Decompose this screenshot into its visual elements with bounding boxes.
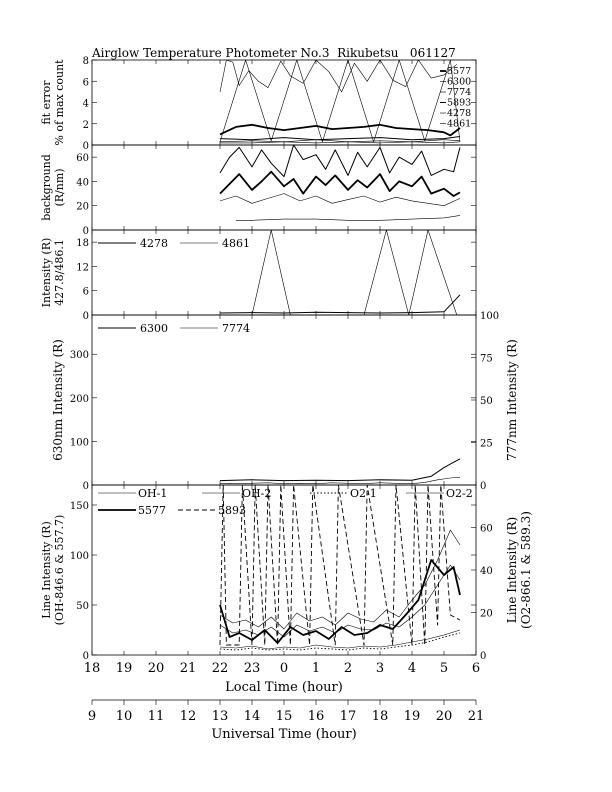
legend-label: OH-1 <box>138 487 168 500</box>
y-right-tick-label: 100 <box>480 311 500 322</box>
legend-label: 4861 <box>222 237 250 250</box>
panels-group <box>40 56 533 662</box>
y-right-tick-label: 20 <box>480 608 493 620</box>
legend <box>98 237 250 250</box>
y-tick-label: 18 <box>76 238 89 250</box>
x-tick-label-local: 5 <box>439 661 449 676</box>
y-tick-label: 40 <box>76 177 89 189</box>
series-group <box>220 60 460 143</box>
x-tick-label-local: 23 <box>243 661 261 676</box>
x-tick-label-local: 3 <box>375 661 385 676</box>
y-tick-label: 200 <box>69 393 89 405</box>
x-tick-label-local: 0 <box>279 661 289 676</box>
series-group <box>220 485 460 650</box>
time-axes-group <box>84 661 485 742</box>
x-tick-label-local: 2 <box>343 661 353 676</box>
legend-label: O2-2 <box>446 487 473 500</box>
x-tick-label-local: 19 <box>115 661 133 676</box>
y-axis-label: background <box>40 154 53 221</box>
x-tick-label-universal: 11 <box>147 709 165 724</box>
series-6300 <box>220 60 457 92</box>
y-right-tick-label: 25 <box>480 438 493 450</box>
y-tick-label: 50 <box>76 601 89 612</box>
legend-label: 4278 <box>140 237 168 250</box>
y-right-tick-label: 0 <box>480 481 487 492</box>
panel-line-intensity <box>40 485 533 662</box>
y-axis-label: (OH-846.6 & 557.7) <box>53 514 66 626</box>
legend-label: 5893 <box>447 97 472 109</box>
panel-frame <box>92 315 476 485</box>
y-tick-label: 0 <box>82 141 89 152</box>
series-7774 <box>220 140 460 142</box>
x-tick-label-local: 21 <box>179 661 197 676</box>
legend <box>440 66 471 130</box>
series-group <box>220 459 460 484</box>
y-right-tick-label: 50 <box>480 396 493 407</box>
y-right-tick-label: 75 <box>480 353 493 365</box>
legend <box>98 322 250 335</box>
x-tick-label-universal: 16 <box>307 709 325 724</box>
y-right-tick-label: 0 <box>480 651 487 662</box>
series-4861 <box>220 230 457 315</box>
legend-label: 4278 <box>447 108 472 119</box>
y-axis-label: 630nm Intensity (R) <box>51 339 65 461</box>
panel-frame <box>92 145 476 230</box>
series-6300 <box>220 459 460 481</box>
panel-fit-error <box>40 56 476 152</box>
x-tick-label-universal: 13 <box>211 709 229 724</box>
panel-background <box>40 145 476 237</box>
y-tick-label: 8 <box>82 56 89 67</box>
series-5577 <box>220 560 460 643</box>
legend-label: 5577 <box>447 66 472 77</box>
x-tick-label-local: 22 <box>211 661 229 676</box>
y-axis-label: (R/nm) <box>53 168 66 207</box>
x-tick-label-universal: 20 <box>435 709 453 724</box>
legend-label: OH-2 <box>242 487 272 500</box>
legend-label: 6300 <box>447 76 472 88</box>
y-tick-label: 6 <box>82 77 89 89</box>
y-tick-label: 6 <box>82 286 89 298</box>
y-axis-label: 427.8/486.1 <box>53 239 66 306</box>
series-bg-1 <box>220 145 460 177</box>
legend-label: 7774 <box>447 87 472 98</box>
x-tick-label-universal: 14 <box>243 709 261 724</box>
legend-label: 4861 <box>447 118 472 130</box>
legend-label: 7774 <box>222 322 250 335</box>
x-axis-label-universal: Universal Time (hour) <box>211 727 357 742</box>
y-right-axis-label: (O2-866.1 & 589.3) <box>519 511 533 629</box>
y-tick-label: 100 <box>69 437 89 449</box>
y-tick-label: 0 <box>82 311 89 322</box>
y-tick-label: 0 <box>82 481 89 492</box>
series-5577 <box>220 125 460 136</box>
x-tick-label-universal: 9 <box>87 709 97 724</box>
x-tick-label-local: 6 <box>471 661 481 676</box>
series-OH-2 <box>220 530 460 629</box>
y-axis-label: Line Intensity (R) <box>40 521 53 619</box>
x-tick-label-universal: 19 <box>403 709 421 724</box>
legend-label: 6300 <box>140 322 168 335</box>
series-4278 <box>220 142 460 143</box>
series-bg-3 <box>220 194 460 206</box>
y-tick-label: 0 <box>82 651 89 662</box>
legend-label: O2-1 <box>350 487 377 500</box>
legend-label: 5577 <box>138 504 166 517</box>
series-5893 <box>220 485 460 645</box>
y-tick-label: 100 <box>69 551 89 562</box>
y-tick-label: 60 <box>76 153 89 165</box>
x-tick-label-universal: 21 <box>467 709 485 724</box>
y-right-tick-label: 40 <box>480 566 493 577</box>
y-tick-label: 0 <box>82 226 89 237</box>
y-axis-label: Intensity (R) <box>40 237 53 308</box>
y-axis-label: fit error <box>40 80 53 125</box>
panel-intensity-427-486 <box>40 230 476 322</box>
x-tick-label-local: 20 <box>147 661 165 676</box>
y-right-axis-label: Line Intensity (R) <box>505 516 519 624</box>
y-tick-label: 12 <box>76 262 89 274</box>
x-tick-label-universal: 10 <box>115 709 133 724</box>
chart-title: Airglow Temperature Photometer No.3 Rikubetsu 061127 <box>92 46 456 60</box>
x-tick-label-universal: 17 <box>339 709 357 724</box>
series-group <box>220 145 460 220</box>
x-tick-label-universal: 18 <box>371 709 389 724</box>
y-tick-label: 20 <box>76 201 89 213</box>
x-axis-label-local: Local Time (hour) <box>225 680 343 695</box>
y-tick-label: 300 <box>69 350 89 362</box>
series-bg-2 <box>220 172 460 196</box>
panel-frame <box>92 60 476 145</box>
legend-label: 5893 <box>218 504 246 517</box>
y-tick-label: 4 <box>82 98 89 110</box>
y-axis-label: % of max count <box>53 59 66 146</box>
y-tick-label: 2 <box>82 119 89 131</box>
x-tick-label-local: 4 <box>407 661 417 676</box>
y-right-tick-label: 60 <box>480 523 493 535</box>
series-group <box>220 230 460 315</box>
y-right-axis-label: 777nm Intensity (R) <box>505 339 519 461</box>
y-tick-label: 150 <box>69 501 89 512</box>
x-tick-label-local: 1 <box>311 661 321 676</box>
series-bg-4 <box>236 215 460 220</box>
x-tick-label-universal: 15 <box>275 709 293 724</box>
panel-630-777 <box>51 311 519 492</box>
x-tick-label-local: 18 <box>83 661 101 676</box>
x-tick-label-universal: 12 <box>179 709 197 724</box>
